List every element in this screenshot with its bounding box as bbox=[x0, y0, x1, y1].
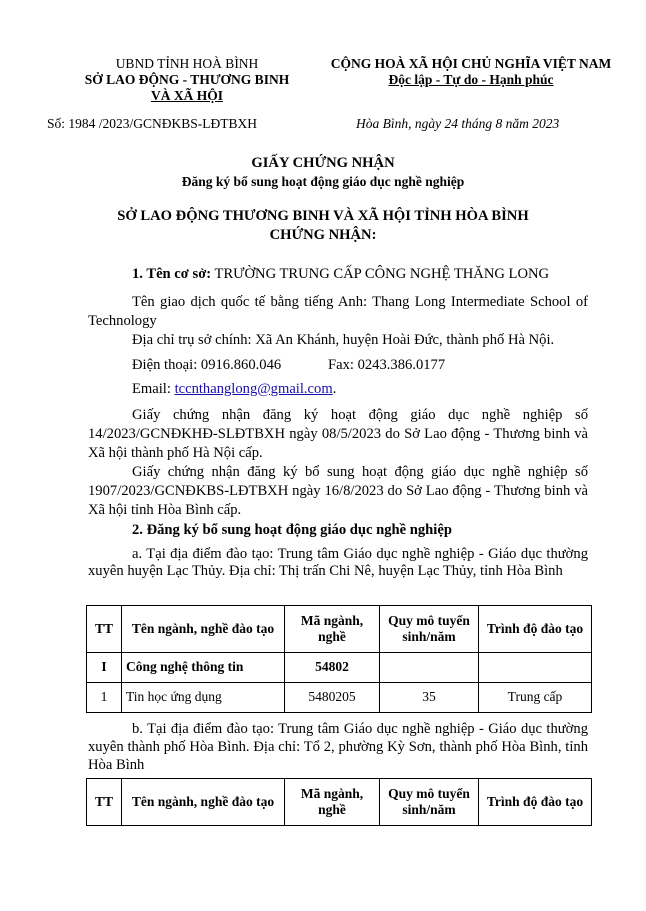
location-a: a. Tại địa điểm đào tạo: Trung tâm Giáo dục nghề nghiệp - Giáo dục thường xuyên huyện Lạc Thủy. Địa chỉ: Thị trấn Chi Nê, huyện Lạc Thủy, tỉnh Hòa Bình bbox=[88, 546, 588, 579]
document-date: Hòa Bình, ngày 24 tháng 8 năm 2023 bbox=[356, 116, 560, 131]
english-name: Tên giao dịch quốc tế bằng tiếng Anh: Thang Long Intermediate School of Technology bbox=[88, 294, 588, 329]
email-link[interactable]: tccnthanglong@gmail.com bbox=[174, 381, 333, 397]
cell-scale: 35 bbox=[380, 683, 479, 713]
col-level: Trình độ đào tạo bbox=[479, 606, 592, 653]
issuing-authority bbox=[62, 56, 312, 104]
email-end: . bbox=[332, 381, 337, 397]
training-table-b bbox=[86, 778, 592, 826]
cell-tt: 1 bbox=[87, 683, 122, 713]
certifying-org: SỞ LAO ĐỘNG THƯƠNG BINH VÀ XÃ HỘI TỈNH HÒA BÌNH bbox=[117, 208, 529, 224]
email-label: Email: bbox=[132, 381, 175, 397]
supplementary-certificate: Giấy chứng nhận đăng ký bổ sung hoạt động giáo dục nghề nghiệp số 1907/2023/GCNĐKBS-LĐTBXH ngày 16/8/2023 do Sở Lao động - Thương binh và Xã hội tỉnh Hòa Bình cấp. bbox=[88, 464, 588, 518]
cell-level: Trung cấp bbox=[479, 683, 592, 713]
certifies-label: CHỨNG NHẬN: bbox=[269, 227, 377, 243]
table-header-row bbox=[87, 606, 592, 653]
fax: Fax: 0243.386.0177 bbox=[328, 357, 446, 373]
document-subtitle: Đăng ký bổ sung hoạt động giáo dục nghề nghiệp bbox=[181, 174, 465, 189]
table-row bbox=[87, 683, 592, 713]
cell-level bbox=[479, 653, 592, 683]
department-name-line2: VÀ XÃ HỘI bbox=[150, 88, 223, 103]
cell-code: 54802 bbox=[285, 653, 380, 683]
section2-heading: 2. Đăng ký bổ sung hoạt động giáo dục nghề nghiệp bbox=[132, 522, 452, 538]
email-line bbox=[132, 381, 336, 399]
cell-name: Công nghệ thông tin bbox=[122, 653, 285, 683]
training-table-a bbox=[86, 605, 592, 713]
province-committee: UBND TỈNH HOÀ BÌNH bbox=[115, 56, 259, 71]
table-row bbox=[87, 653, 592, 683]
col-tt: TT bbox=[87, 779, 122, 826]
department-name-line1: SỞ LAO ĐỘNG - THƯƠNG BINH bbox=[84, 72, 290, 87]
address: Địa chỉ trụ sở chính: Xã An Khánh, huyện Hoài Đức, thành phố Hà Nội. bbox=[132, 332, 555, 348]
col-tt: TT bbox=[87, 606, 122, 653]
document-number: Số: 1984 /2023/GCNĐKBS-LĐTBXH bbox=[47, 116, 258, 131]
document-title: GIẤY CHỨNG NHẬN bbox=[251, 155, 395, 171]
institution-name-label: 1. Tên cơ sở: bbox=[132, 266, 212, 282]
cell-code: 5480205 bbox=[285, 683, 380, 713]
col-name: Tên ngành, nghề đào tạo bbox=[122, 606, 285, 653]
cell-name: Tin học ứng dụng bbox=[122, 683, 285, 713]
registration-certificate: Giấy chứng nhận đăng ký hoạt động giáo dục nghề nghiệp số 14/2023/GCNĐKHĐ-SLĐTBXH ngày 08/5/2023 do Sở Lao động - Thương binh và Xã hội thành phố Hà Nội cấp. bbox=[88, 407, 588, 461]
cell-scale bbox=[380, 653, 479, 683]
institution-name-value: TRƯỜNG TRUNG CẤP CÔNG NGHỆ THĂNG LONG bbox=[211, 266, 550, 282]
country-name: CỘNG HOÀ XÃ HỘI CHỦ NGHĨA VIỆT NAM bbox=[330, 56, 612, 71]
phone: Điện thoại: 0916.860.046 bbox=[132, 357, 282, 373]
col-scale: Quy mô tuyển sinh/năm bbox=[380, 606, 479, 653]
col-level: Trình độ đào tạo bbox=[479, 779, 592, 826]
col-scale: Quy mô tuyển sinh/năm bbox=[380, 779, 479, 826]
location-b: b. Tại địa điểm đào tạo: Trung tâm Giáo dục nghề nghiệp - Giáo dục thường xuyên thành phố Hòa Bình. Địa chỉ: Tổ 2, phường Kỳ Sơn, thành phố Hòa Bình, tỉnh Hòa Bình bbox=[88, 721, 588, 773]
col-name: Tên ngành, nghề đào tạo bbox=[122, 779, 285, 826]
institution-name bbox=[132, 266, 549, 284]
col-code: Mã ngành, nghề bbox=[285, 779, 380, 826]
col-code: Mã ngành, nghề bbox=[285, 606, 380, 653]
national-motto bbox=[318, 56, 624, 88]
cell-tt: I bbox=[87, 653, 122, 683]
motto: Độc lập - Tự do - Hạnh phúc bbox=[388, 72, 554, 87]
table-header-row bbox=[87, 779, 592, 826]
